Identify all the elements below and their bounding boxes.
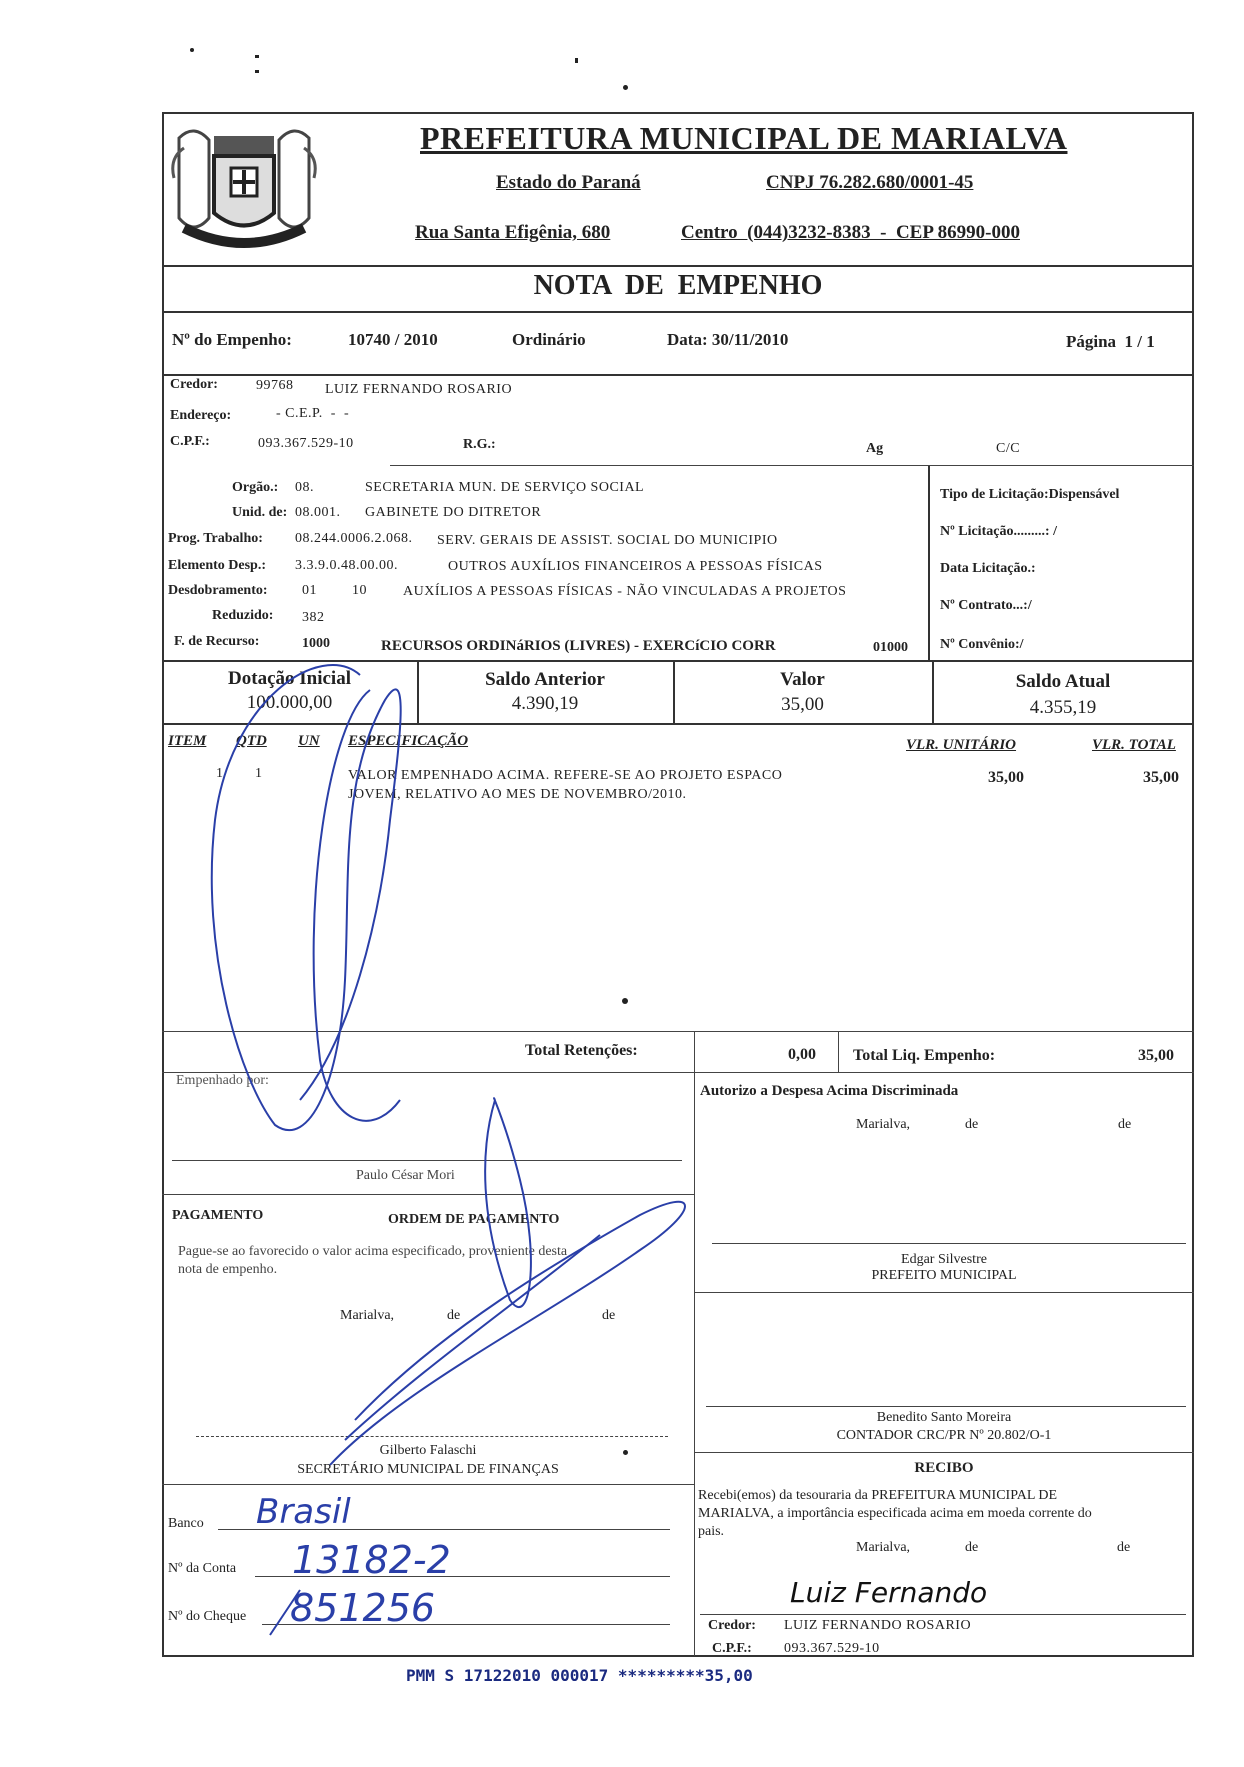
item-unit-value: 35,00: [988, 769, 1024, 786]
banco-value: Brasil: [256, 1492, 351, 1532]
recibo-title: RECIBO: [914, 1460, 974, 1476]
doc-title: NOTA DE EMPENHO: [533, 270, 823, 301]
dotacao-value: 100.000,00: [246, 692, 333, 713]
prefeito-title: PREFEITO MUNICIPAL: [871, 1268, 1017, 1283]
prog-desc: SERV. GERAIS DE ASSIST. SOCIAL DO MUNICIPIO: [437, 533, 778, 548]
tipo-licitacao: Tipo de Licitação:Dispensável: [940, 487, 1120, 502]
ag-label: Ag: [866, 441, 884, 456]
rg-label: R.G.:: [463, 437, 496, 452]
contrato: Nº Contrato...:/: [940, 598, 1032, 613]
endereco-value: - C.E.P. - -: [276, 406, 350, 421]
dotacao-label: Dotação Inicial: [228, 668, 351, 689]
retencoes-label: Total Retenções:: [525, 1042, 638, 1059]
pagamento-title: PAGAMENTO: [172, 1208, 264, 1223]
item-spec-line1: VALOR EMPENHADO ACIMA. REFERE-SE AO PROJETO ESPACO: [348, 768, 783, 783]
elem-value: 3.3.9.0.48.00.00.: [295, 558, 398, 573]
recibo-text1: Recebi(emos) da tesouraria da PREFEITURA MUNICIPAL DE: [698, 1488, 1058, 1503]
convenio: Nº Convênio:/: [940, 637, 1024, 652]
secretario-title: SECRETÁRIO MUNICIPAL DE FINANÇAS: [297, 1462, 559, 1477]
elem-label: Elemento Desp.:: [168, 558, 266, 573]
unid-desc: GABINETE DO DITRETOR: [365, 505, 542, 520]
empenho-number: 10740 / 2010: [348, 330, 438, 349]
prog-label: Prog. Trabalho:: [168, 531, 263, 546]
liquido-label: Total Liq. Empenho:: [853, 1047, 996, 1064]
prefeito-name: Edgar Silvestre: [901, 1252, 987, 1267]
recibo-signature: Luiz Fernando: [790, 1576, 988, 1609]
banco-label: Banco: [168, 1516, 204, 1531]
contador-name: Benedito Santo Moreira: [876, 1410, 1012, 1425]
valor-value: 35,00: [781, 694, 824, 715]
contador-title: CONTADOR CRC/PR Nº 20.802/O-1: [836, 1428, 1052, 1443]
empenho-type: Ordinário: [512, 330, 586, 349]
recurso-label: F. de Recurso:: [174, 634, 260, 649]
col-especificacao: ESPECIFICAÇÃO: [348, 733, 469, 749]
numero-licitacao: Nº Licitação.........: /: [940, 524, 1057, 539]
retencoes-value: 0,00: [788, 1046, 816, 1063]
ordem-pagamento: ORDEM DE PAGAMENTO: [388, 1212, 560, 1227]
autorizo-text: Autorizo a Despesa Acima Discriminada: [700, 1083, 959, 1099]
col-vlr-unitario: VLR. UNITÁRIO: [906, 737, 1017, 753]
recibo-de1: de: [965, 1540, 979, 1555]
pagamento-de1: de: [447, 1308, 461, 1323]
recibo-de2: de: [1117, 1540, 1131, 1555]
col-item: ITEM: [168, 733, 207, 749]
saldo-anterior-label: Saldo Anterior: [485, 669, 605, 690]
credor-label: Credor:: [170, 377, 218, 392]
unid-value: 08.001.: [295, 505, 341, 520]
endereco-label: Endereço:: [170, 408, 232, 423]
saldo-atual-label: Saldo Atual: [1015, 671, 1111, 692]
col-vlr-total: VLR. TOTAL: [1092, 737, 1176, 753]
cc-label: C/C: [996, 441, 1021, 456]
saldo-atual-value: 4.355,19: [1029, 697, 1097, 718]
autorizo-de2: de: [1118, 1117, 1132, 1132]
item-qtd: 1: [255, 766, 263, 781]
credor-name: LUIZ FERNANDO ROSARIO: [325, 382, 513, 397]
conta-label: Nº da Conta: [168, 1561, 237, 1576]
header-address: Centro (044)3232-8383 - CEP 86990-000: [681, 222, 1020, 243]
empenho-page: Página 1 / 1: [1066, 332, 1155, 351]
cheque-label: Nº do Cheque: [168, 1609, 247, 1624]
cpf-value: 093.367.529-10: [258, 436, 354, 451]
desdob-desc: AUXÍLIOS A PESSOAS FÍSICAS - NÃO VINCULADAS A PROJETOS: [403, 584, 847, 599]
conta-value: 13182-2: [292, 1538, 451, 1582]
prog-value: 08.244.0006.2.068.: [295, 531, 413, 546]
reduzido-label: Reduzido:: [212, 608, 274, 623]
saldo-anterior-value: 4.390,19: [511, 693, 579, 714]
recibo-text2: MARIALVA, a importância especificada acima em moeda corrente do: [698, 1506, 1092, 1521]
unid-label: Unid. de:: [232, 505, 288, 520]
data-licitacao: Data Licitação.:: [940, 561, 1036, 576]
autorizo-de1: de: [965, 1117, 979, 1132]
valor-label: Valor: [780, 669, 825, 690]
autorizo-city: Marialva,: [856, 1117, 911, 1132]
elem-desc: OUTROS AUXÍLIOS FINANCEIROS A PESSOAS FÍSICAS: [448, 559, 823, 574]
liquido-value: 35,00: [1138, 1047, 1174, 1064]
recibo-credor-label: Credor:: [708, 1618, 756, 1633]
orgao-value: 08.: [295, 480, 314, 495]
recibo-cpf-label: C.P.F.:: [712, 1641, 752, 1656]
recibo-cpf: 093.367.529-10: [784, 1641, 880, 1656]
orgao-label: Orgão.:: [232, 480, 279, 495]
header-state: Estado do Paraná: [496, 172, 641, 193]
cheque-value: 851256: [290, 1586, 436, 1630]
item-number: 1: [216, 766, 224, 781]
desdob-a: 01: [302, 583, 317, 598]
col-qtd: QTD: [236, 733, 267, 749]
credor-code: 99768: [256, 378, 294, 393]
recurso-code: 01000: [873, 640, 908, 655]
recibo-city: Marialva,: [856, 1540, 911, 1555]
header-cnpj: CNPJ 76.282.680/0001-45: [766, 172, 974, 193]
desdob-label: Desdobramento:: [168, 583, 268, 598]
recibo-credor: LUIZ FERNANDO ROSARIO: [784, 1618, 972, 1633]
pagamento-text2: nota de empenho.: [178, 1262, 278, 1277]
pagamento-de2: de: [602, 1308, 616, 1323]
desdob-b: 10: [352, 583, 367, 598]
empenho-label: Nº do Empenho:: [172, 330, 292, 349]
recurso-value: 1000: [302, 636, 330, 651]
machine-stamp: PMM S 17122010 000017 *********35,00: [406, 1666, 753, 1685]
recurso-desc: RECURSOS ORDINáRIOS (LIVRES) - EXERCíCIO CORR: [381, 638, 776, 654]
orgao-desc: SECRETARIA MUN. DE SERVIÇO SOCIAL: [365, 480, 645, 495]
empenho-date: Data: 30/11/2010: [667, 330, 789, 349]
pagamento-city: Marialva,: [340, 1308, 395, 1323]
col-un: UN: [298, 733, 320, 749]
empenhado-name: Paulo César Mori: [356, 1168, 455, 1183]
empenhado-label: Empenhado por:: [176, 1073, 269, 1088]
cpf-label: C.P.F.:: [170, 434, 210, 449]
reduzido-value: 382: [302, 610, 325, 625]
secretario-name: Gilberto Falaschi: [379, 1443, 477, 1458]
recibo-text3: pais.: [698, 1524, 725, 1539]
item-total-value: 35,00: [1143, 769, 1179, 786]
header-street: Rua Santa Efigênia, 680: [415, 222, 611, 243]
header-title: PREFEITURA MUNICIPAL DE MARIALVA: [420, 120, 1068, 156]
pagamento-text1: Pague-se ao favorecido o valor acima especificado, proveniente desta: [178, 1244, 568, 1259]
item-spec-line2: JOVEM, RELATIVO AO MES DE NOVEMBRO/2010.: [348, 787, 687, 802]
